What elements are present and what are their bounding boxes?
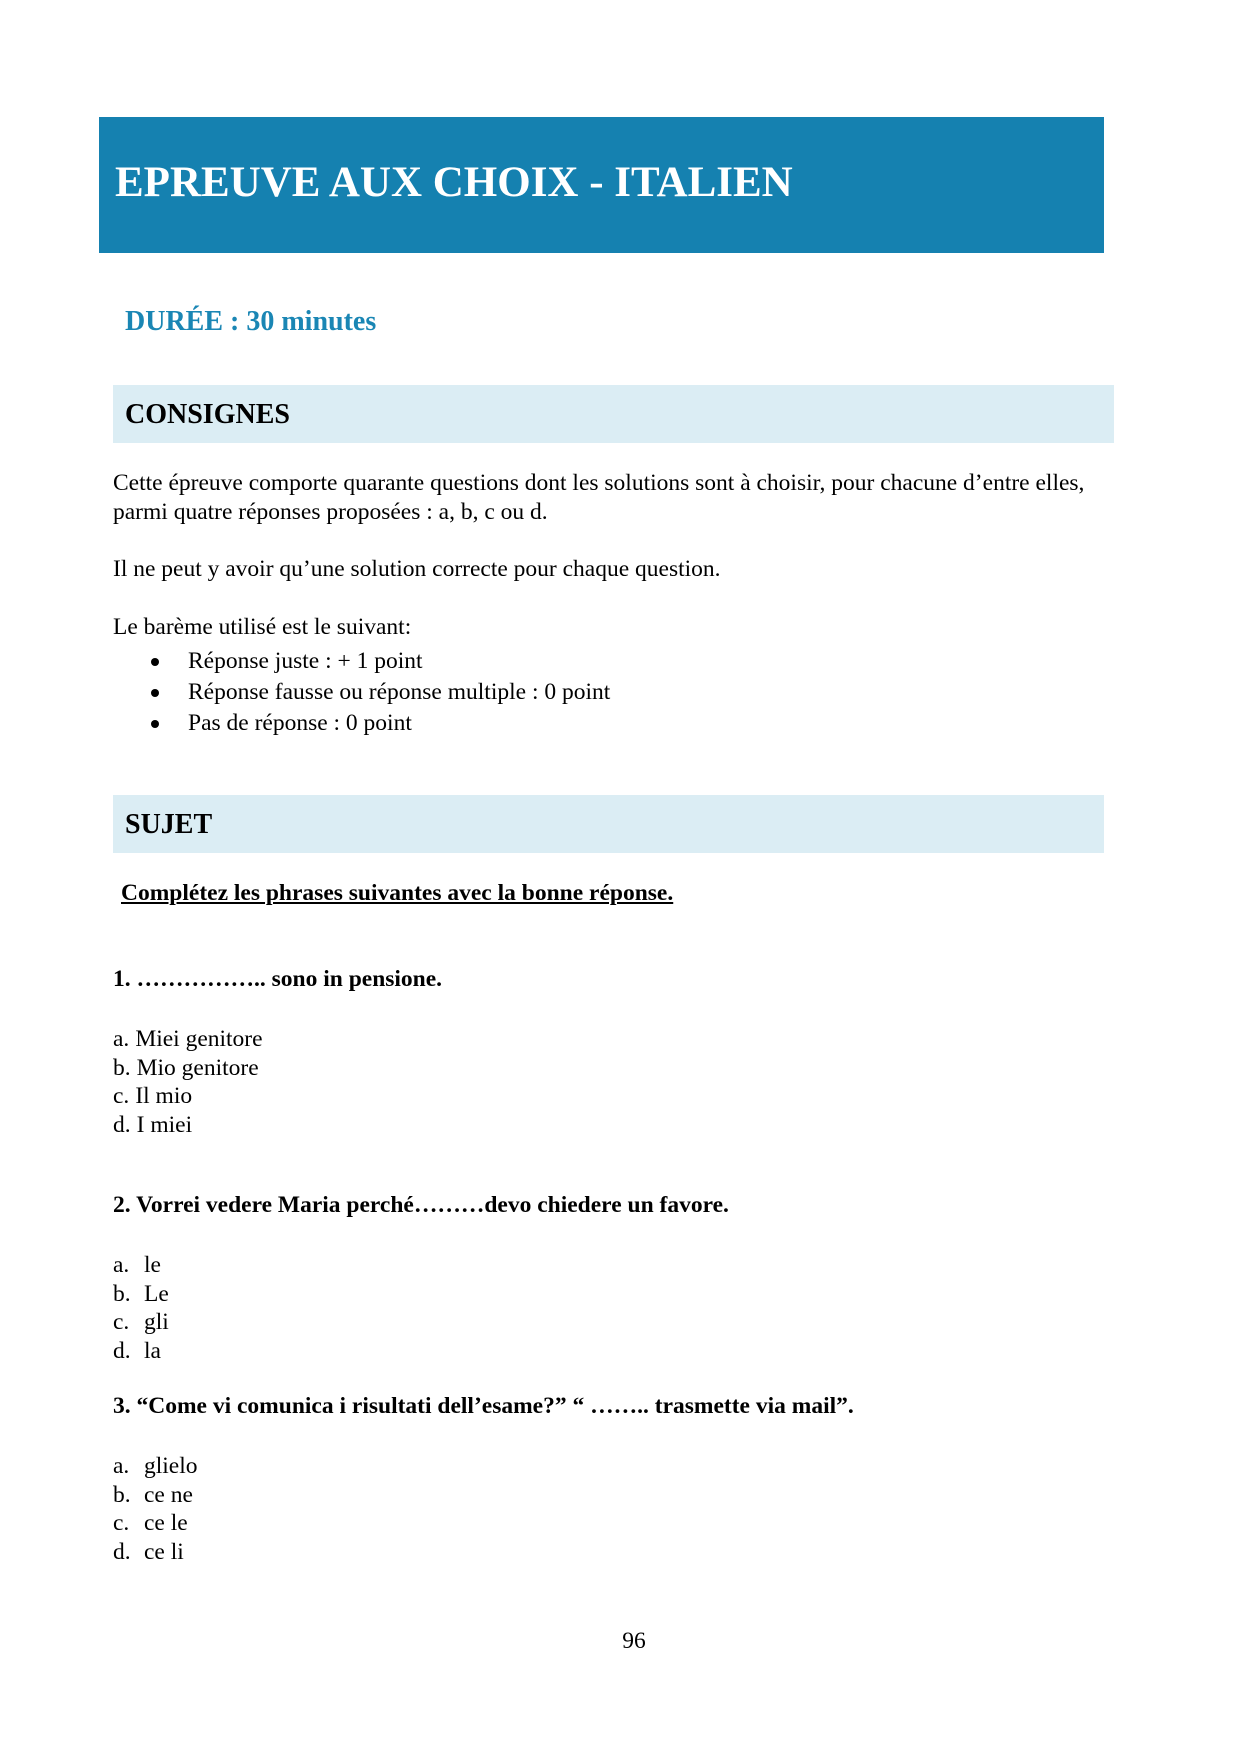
option-item (113, 1082, 263, 1111)
question-3-options (113, 1452, 198, 1567)
consignes-single-solution-note: Il ne peut y avoir qu’une solution correcte pour chaque question. (113, 556, 721, 582)
question-2: 2. Vorrei vedere Maria perché………devo chiedere un favore. (113, 1192, 729, 1218)
option-text: gli (144, 1309, 169, 1336)
option-item (113, 1054, 263, 1083)
consignes-heading: CONSIGNES (125, 399, 290, 430)
question-1: 1. …………….. sono in pensione. (113, 966, 443, 992)
option-letter: d. (113, 1539, 131, 1566)
scoring-item-text: Réponse fausse ou réponse multiple : 0 point (188, 679, 611, 705)
consignes-paragraph-line-1: Cette épreuve comporte quarante questions dont les solutions sont à choisir, pour chacune d’entre elles, (113, 470, 1085, 496)
consignes-section-bar (113, 385, 1114, 443)
consignes-paragraph-line-2: parmi quatre réponses proposées : a, b, c ou d. (113, 499, 548, 525)
scoring-item-text: Réponse juste : + 1 point (188, 648, 423, 674)
scoring-item (113, 646, 610, 677)
option-text: Le (144, 1280, 169, 1307)
option-text: Mio genitore (136, 1054, 259, 1081)
scoring-item-text: Pas de réponse : 0 point (188, 710, 412, 736)
option-item (113, 1509, 198, 1538)
question-1-options (113, 1025, 263, 1140)
option-item (113, 1251, 169, 1280)
option-item (113, 1025, 263, 1054)
option-item (113, 1452, 198, 1481)
exam-duration: DURÉE : 30 minutes (125, 306, 377, 337)
option-text: ce li (144, 1539, 184, 1566)
option-letter: a. (113, 1252, 130, 1278)
option-item (113, 1111, 263, 1140)
option-letter: b. (113, 1481, 131, 1508)
sujet-instruction: Complétez les phrases suivantes avec la bonne réponse. (121, 880, 674, 906)
option-text: la (144, 1338, 161, 1365)
scoring-item (113, 708, 610, 739)
option-letter: c. (113, 1510, 130, 1537)
scoring-list (113, 646, 610, 739)
question-3: 3. “Come vi comunica i risultati dell’esame?” “ …….. trasmette via mail”. (113, 1393, 854, 1419)
option-text: Miei genitore (135, 1026, 263, 1052)
option-letter: a. (113, 1026, 130, 1052)
option-letter: c. (113, 1083, 130, 1110)
bullet-icon (151, 658, 159, 666)
option-item (113, 1337, 169, 1366)
option-letter: a. (113, 1453, 130, 1479)
page-title: EPREUVE AUX CHOIX - ITALIEN (115, 159, 793, 206)
option-letter: c. (113, 1309, 130, 1336)
option-text: ce ne (144, 1481, 193, 1508)
option-text: glielo (144, 1453, 198, 1479)
option-text: le (144, 1252, 161, 1278)
option-item (113, 1280, 169, 1309)
page-number: 96 (622, 1628, 646, 1654)
title-banner (99, 117, 1104, 253)
option-item (113, 1308, 169, 1337)
option-letter: d. (113, 1112, 131, 1139)
scoring-intro: Le barème utilisé est le suivant: (113, 614, 412, 640)
option-letter: b. (113, 1054, 131, 1081)
option-text: Il mio (135, 1083, 193, 1110)
scoring-item (113, 677, 610, 708)
option-item (113, 1481, 198, 1510)
sujet-heading: SUJET (125, 809, 213, 840)
bullet-icon (151, 689, 159, 697)
sujet-section-bar (113, 795, 1104, 853)
option-text: I miei (136, 1112, 193, 1139)
option-letter: b. (113, 1280, 131, 1307)
option-letter: d. (113, 1338, 131, 1365)
question-2-options (113, 1251, 169, 1366)
option-text: ce le (144, 1510, 188, 1537)
bullet-icon (151, 720, 159, 728)
option-item (113, 1538, 198, 1567)
